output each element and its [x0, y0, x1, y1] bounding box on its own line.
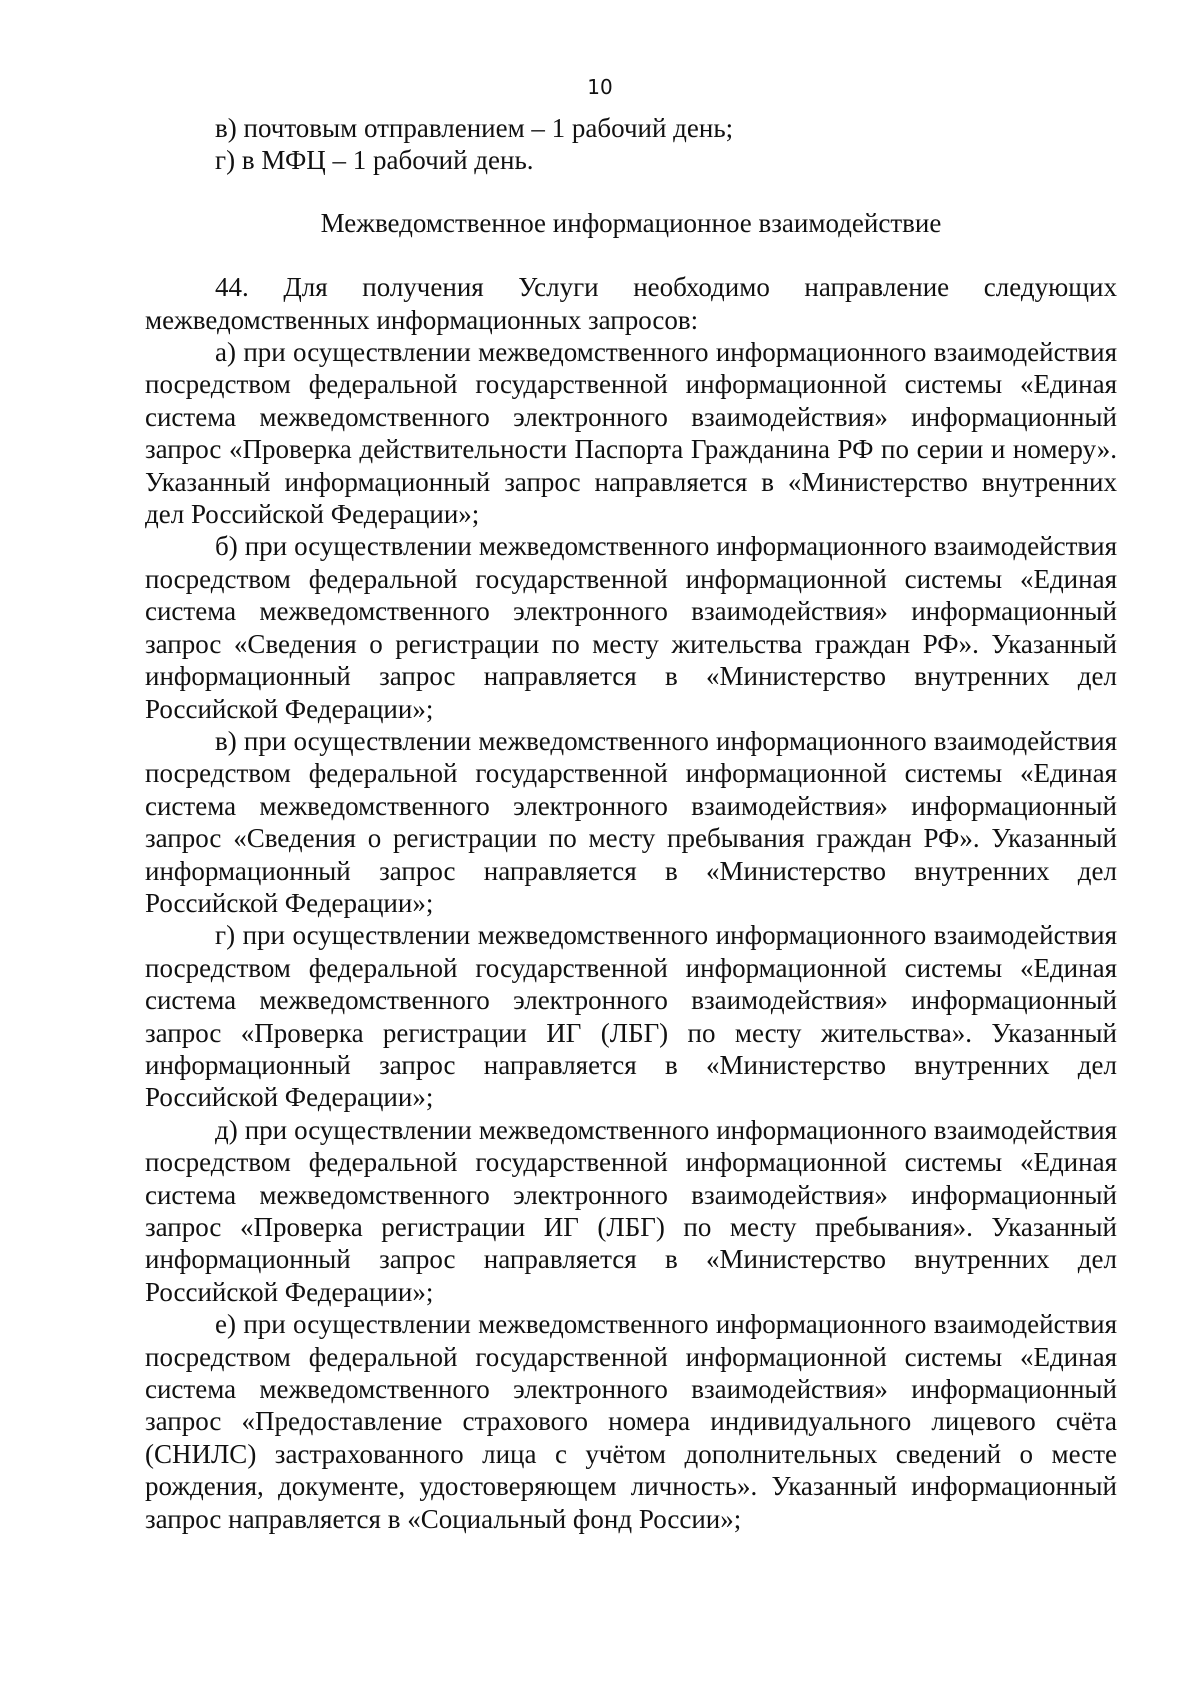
paragraph-44: 44. Для получения Услуги необходимо направление следующих межведомственных информационных запросов: — [145, 272, 1117, 335]
list-item-v: в) при осуществлении межведомственного информационного взаимодействия посредством федеральной государственной информационной системы «Единая система межведомственного электронного взаимодействия» информационный запрос «Сведения о регистрации по месту пребывания граждан РФ». Указанный информационный запрос направляется в «Министерство внутренних дел Российской Федерации»; — [145, 725, 1117, 918]
page-number: 10 — [587, 75, 613, 99]
list-item-b: б) при осуществлении межведомственного информационного взаимодействия посредством федеральной государственной информационной системы «Единая система межведомственного электронного взаимодействия» информационный запрос «Сведения о регистрации по месту жительства граждан РФ». Указанный информационный запрос направляется в «Министерство внутренних дел Российской Федерации»; — [145, 531, 1117, 724]
list-item-g: г) при осуществлении межведомственного информационного взаимодействия посредством федеральной государственной информационной системы «Единая система межведомственного электронного взаимодействия» информационный запрос «Проверка регистрации ИГ (ЛБГ) по месту жительства». Указанный информационный запрос направляется в «Министерство внутренних дел Российской Федерации»; — [145, 920, 1117, 1113]
section-heading: Межведомственное информационное взаимодействие — [320, 207, 942, 238]
list-item-post: в) почтовым отправлением – 1 рабочий день; — [215, 113, 734, 143]
list-item-d: д) при осуществлении межведомственного информационного взаимодействия посредством федеральной государственной информационной системы «Единая система межведомственного электронного взаимодействия» информационный запрос «Проверка регистрации ИГ (ЛБГ) по месту пребывания». Указанный информационный запрос направляется в «Министерство внутренних дел Российской Федерации»; — [145, 1114, 1117, 1307]
list-item-a: а) при осуществлении межведомственного информационного взаимодействия посредством федеральной государственной информационной системы «Единая система межведомственного электронного взаимодействия» информационный запрос «Проверка действительности Паспорта Гражданина РФ по серии и номеру». Указанный информационный запрос направляется в «Министерство внутренних дел Российской Федерации»; — [145, 337, 1117, 530]
list-item-e: е) при осуществлении межведомственного информационного взаимодействия посредством федеральной государственной информационной системы «Единая система межведомственного электронного взаимодействия» информационный запрос «Предоставление страхового номера индивидуального лицевого счёта (СНИЛС) застрахованного лица с учётом дополнительных сведений о месте рождения, документе, удостоверяющем личность». Указанный информационный запрос направляется в «Социальный фонд России»; — [145, 1309, 1117, 1534]
document-body — [145, 112, 1117, 1535]
list-item-mfc: г) в МФЦ – 1 рабочий день. — [215, 145, 534, 176]
